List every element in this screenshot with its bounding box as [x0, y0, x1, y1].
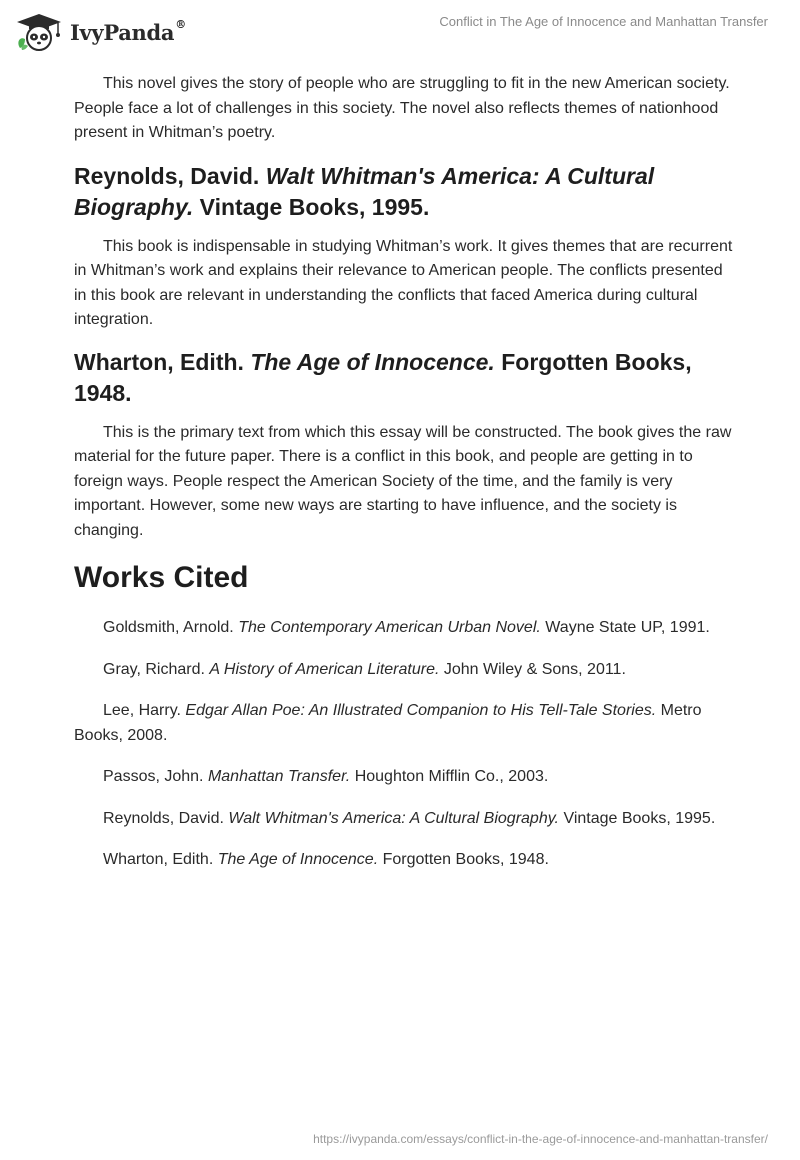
annotation-paragraph: This is the primary text from which this essay will be constructed. The book gives the raw material for the future paper. There is a conflict in this book, and people are getting in to foreign ways. People respect the American Society of the time, and the family is very important. However, some new ways are starting to have influence, and the society is changing.	[74, 423, 732, 539]
panda-graduate-icon	[14, 12, 64, 52]
brand-name: IvyPanda®	[70, 17, 186, 45]
essay-content	[74, 70, 734, 873]
ivypanda-logo[interactable]	[14, 10, 194, 54]
works-cited-list	[74, 616, 734, 873]
citation-entry: Wharton, Edith. The Age of Innocence. Forgotten Books, 1948.	[103, 851, 549, 868]
source-url-link[interactable]: https://ivypanda.com/essays/conflict-in-the-age-of-innocence-and-manhattan-transfer/	[313, 1132, 768, 1146]
bibliography-heading: Reynolds, David. Walt Whitman's America: A Cultural Biography. Vintage Books, 1995.	[74, 162, 655, 220]
works-cited-heading: Works Cited	[74, 561, 249, 594]
citation-entry: Passos, John. Manhattan Transfer. Houghton Mifflin Co., 2003.	[103, 768, 549, 785]
annotation-paragraph: This book is indispensable in studying Whitman’s work. It gives themes that are recurrent in Whitman’s work and explains their relevance to American people. The conflicts presented in this book are relevant in understanding the conflicts that faced America during cultural integration.	[74, 237, 733, 328]
citation-entry: Reynolds, David. Walt Whitman's America: A Cultural Biography. Vintage Books, 1995.	[103, 809, 716, 827]
annotation-paragraph: This novel gives the story of people who are struggling to fit in the new American society. People face a lot of challenges in this society. The novel also reflects themes of nationhood present in Whitman’s poetry.	[74, 75, 730, 141]
bibliography-heading: Wharton, Edith. The Age of Innocence. Forgotten Books, 1948.	[74, 348, 692, 406]
document-title: Conflict in The Age of Innocence and Manhattan Transfer	[439, 14, 768, 29]
citation-entry: Lee, Harry. Edgar Allan Poe: An Illustrated Companion to His Tell-Tale Stories. Metro Books, 2008.	[74, 702, 702, 744]
citation-entry: Gray, Richard. A History of American Literature. John Wiley & Sons, 2011.	[103, 660, 626, 678]
page-header	[0, 0, 800, 70]
citation-entry: Goldsmith, Arnold. The Contemporary American Urban Novel. Wayne State UP, 1991.	[103, 619, 710, 636]
